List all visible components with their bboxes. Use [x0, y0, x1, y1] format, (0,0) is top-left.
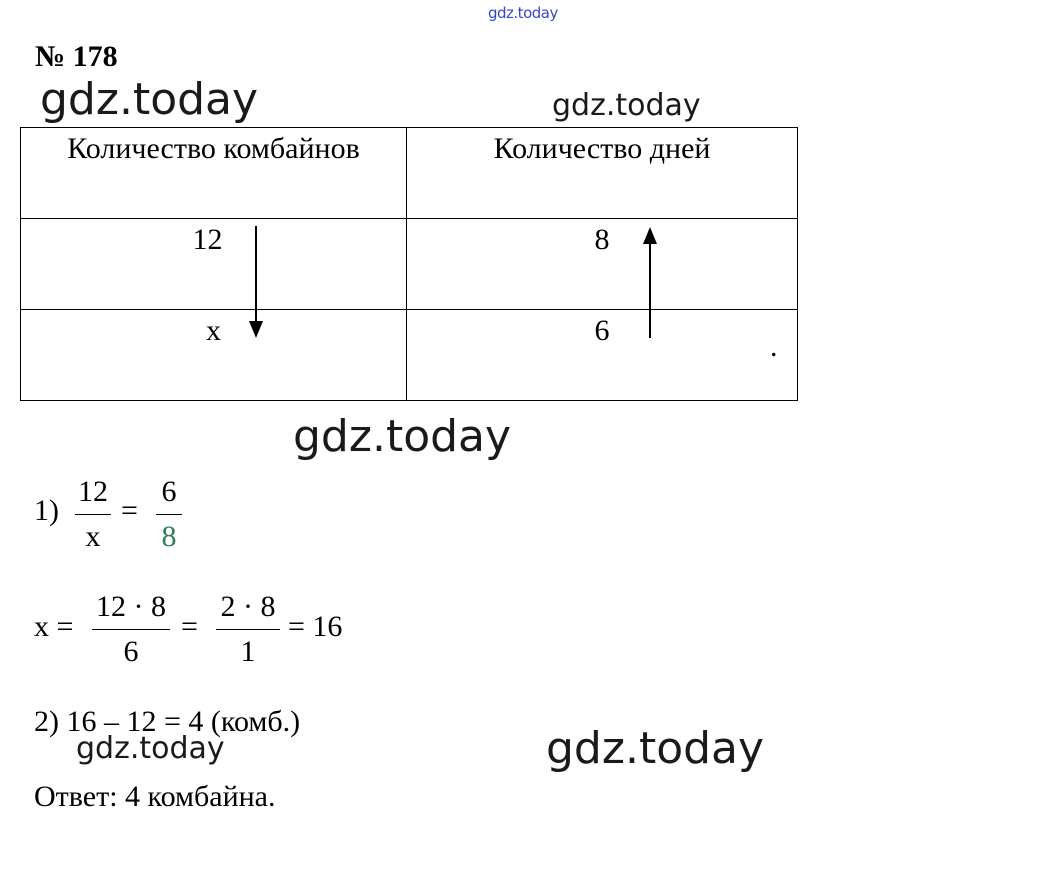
- denominator: x: [85, 520, 101, 553]
- denominator: 1: [240, 635, 256, 668]
- numerator: 6: [161, 475, 177, 508]
- cell-days: 6: [407, 310, 798, 401]
- cell-combines: x: [21, 310, 407, 401]
- numerator: 12: [78, 475, 108, 508]
- numerator: 12 · 8: [96, 590, 166, 623]
- fraction-12-over-x: [75, 472, 111, 557]
- cell-days: 8: [407, 219, 798, 310]
- fraction-bar: [92, 629, 170, 630]
- step-1-label: 1): [34, 494, 59, 527]
- fraction-bar: [216, 629, 280, 630]
- watermark-small: gdz.today: [76, 731, 225, 766]
- denominator: 8: [161, 520, 177, 553]
- denominator: 6: [123, 635, 139, 668]
- step-2: 2) 16 – 12 = 4 (комб.): [34, 705, 301, 738]
- watermark-large: gdz.today: [293, 411, 512, 462]
- arrow-up-icon: [643, 227, 657, 338]
- x-equals: x =: [34, 610, 74, 643]
- fraction-bar: [156, 514, 182, 515]
- equals-sign: =: [181, 610, 198, 643]
- fraction-2x8-over-1: [216, 587, 280, 672]
- fraction-6-over-8: [156, 472, 182, 557]
- fraction-bar: [75, 514, 111, 515]
- arrow-down-icon: [249, 226, 263, 338]
- fraction-12x8-over-6: [92, 587, 170, 672]
- stray-dot: .: [770, 330, 778, 363]
- watermark-large: gdz.today: [546, 723, 765, 774]
- header-combines: Количество комбайнов: [21, 128, 407, 219]
- header-days: Количество дней: [407, 128, 798, 219]
- result-16: = 16: [288, 610, 343, 643]
- numerator: 2 · 8: [220, 590, 276, 623]
- cell-combines: 12: [21, 219, 407, 310]
- answer: Ответ: 4 комбайна.: [34, 780, 276, 813]
- watermark-small: gdz.today: [552, 88, 701, 123]
- equals-sign: =: [121, 494, 138, 527]
- watermark-top: gdz.today: [488, 4, 558, 22]
- problem-number: № 178: [35, 40, 118, 73]
- watermark-large: gdz.today: [40, 74, 259, 125]
